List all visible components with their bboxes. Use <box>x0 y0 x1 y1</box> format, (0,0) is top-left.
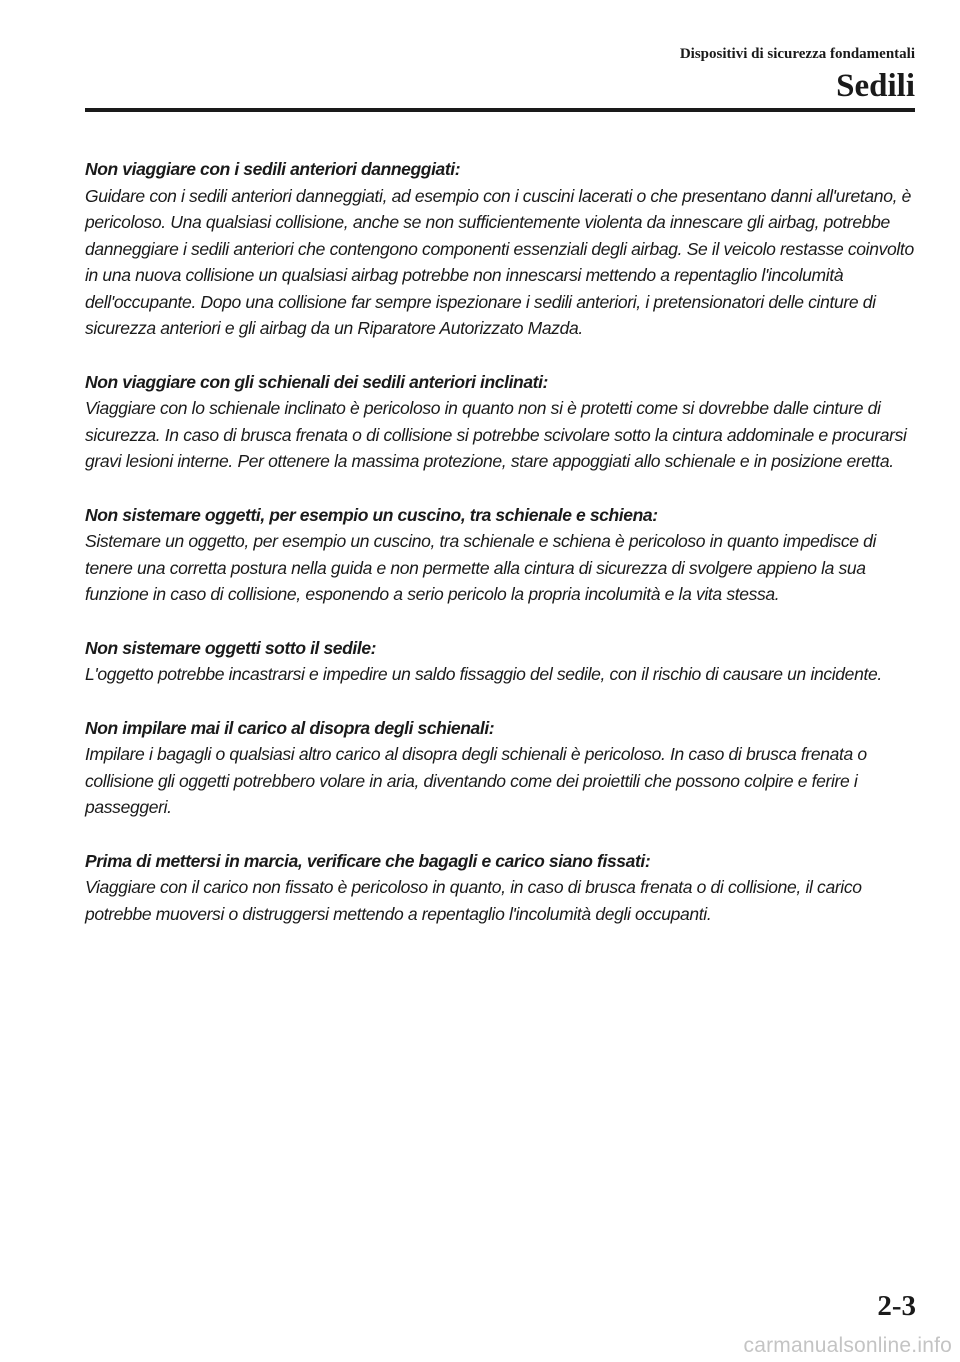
main-content <box>85 156 925 954</box>
warning-block-objects-behind-back <box>85 502 925 608</box>
warning-text: Sistemare un oggetto, per esempio un cuscino, tra schienale e schiena è pericoloso in quanto impedisce di tenere una corretta postura nella guida e non permette alla cintura di sicurezza di svolgere appieno la sua funzione in caso di collisione, esponendo a serio pericolo la propria incolumità e la vita stessa. <box>85 531 877 604</box>
warning-block-reclined-seatbacks <box>85 369 925 475</box>
page-header <box>85 44 915 106</box>
warning-text: Impilare i bagagli o qualsiasi altro carico al disopra degli schienali è pericoloso. In caso di brusca frenata o collisione gli oggetti potrebbero volare in aria, diventando come dei proiettili che possono colpire e ferire i passeggeri. <box>85 744 867 817</box>
section-title: Dispositivi di sicurezza fondamentali <box>679 46 915 62</box>
warning-text: Viaggiare con il carico non fissato è pericoloso in quanto, in caso di brusca frenata o di collisione, il carico potrebbe muoversi o distruggersi mettendo a repentaglio l'incolumità degli occupanti. <box>85 877 862 924</box>
header-divider <box>85 108 915 112</box>
warning-heading: Non sistemare oggetti, per esempio un cuscino, tra schienale e schiena: <box>85 504 658 525</box>
warning-heading: Non viaggiare con gli schienali dei sedili anteriori inclinati: <box>85 371 548 392</box>
warning-block-cargo-stacking <box>85 715 925 821</box>
warning-text: Viaggiare con lo schienale inclinato è pericoloso in quanto non si è protetti come si dovrebbe dalle cinture di sicurezza. In caso di brusca frenata o di collisione si potrebbe scivolare sotto la cintura addominale e procurarsi gravi lesioni interne. Per ottenere la massima protezione, stare appoggiati allo schienale e in posizione eretta. <box>85 398 907 471</box>
warning-text: Guidare con i sedili anteriori danneggiati, ad esempio con i cuscini lacerati o che presentano danni all'uretano, è pericoloso. Una qualsiasi collisione, anche se non sufficientemente violenta da innescare gli airbag, potrebbe danneggiare i sedili anteriori che contengono componenti essenziali degli airbag. Se il veicolo restasse coinvolto in una nuova collisione un qualsiasi airbag potrebbe non innescarsi mettendo a repentaglio l'incolumità dell'occupante. Dopo una collisione far sempre ispezionare i sedili anteriori, i pretensionatori delle cinture di sicurezza anteriori e gli airbag da un Riparatore Autorizzato Mazda. <box>85 185 914 338</box>
warning-text: L'oggetto potrebbe incastrarsi e impedire un saldo fissaggio del sedile, con il rischio di causare un incidente. <box>85 664 882 684</box>
page-number: 2-3 <box>877 1290 916 1322</box>
watermark: carmanualsonline.info <box>743 1334 952 1357</box>
warning-block-objects-under-seat <box>85 635 925 688</box>
page-title: Sedili <box>836 68 915 104</box>
warning-heading: Prima di mettersi in marcia, verificare che bagagli e carico siano fissati: <box>85 850 651 871</box>
warning-block-damaged-seats <box>85 156 925 342</box>
warning-heading: Non sistemare oggetti sotto il sedile: <box>85 637 377 658</box>
warning-heading: Non impilare mai il carico al disopra degli schienali: <box>85 717 495 738</box>
warning-block-secure-cargo <box>85 848 925 928</box>
warning-heading: Non viaggiare con i sedili anteriori danneggiati: <box>85 159 461 179</box>
